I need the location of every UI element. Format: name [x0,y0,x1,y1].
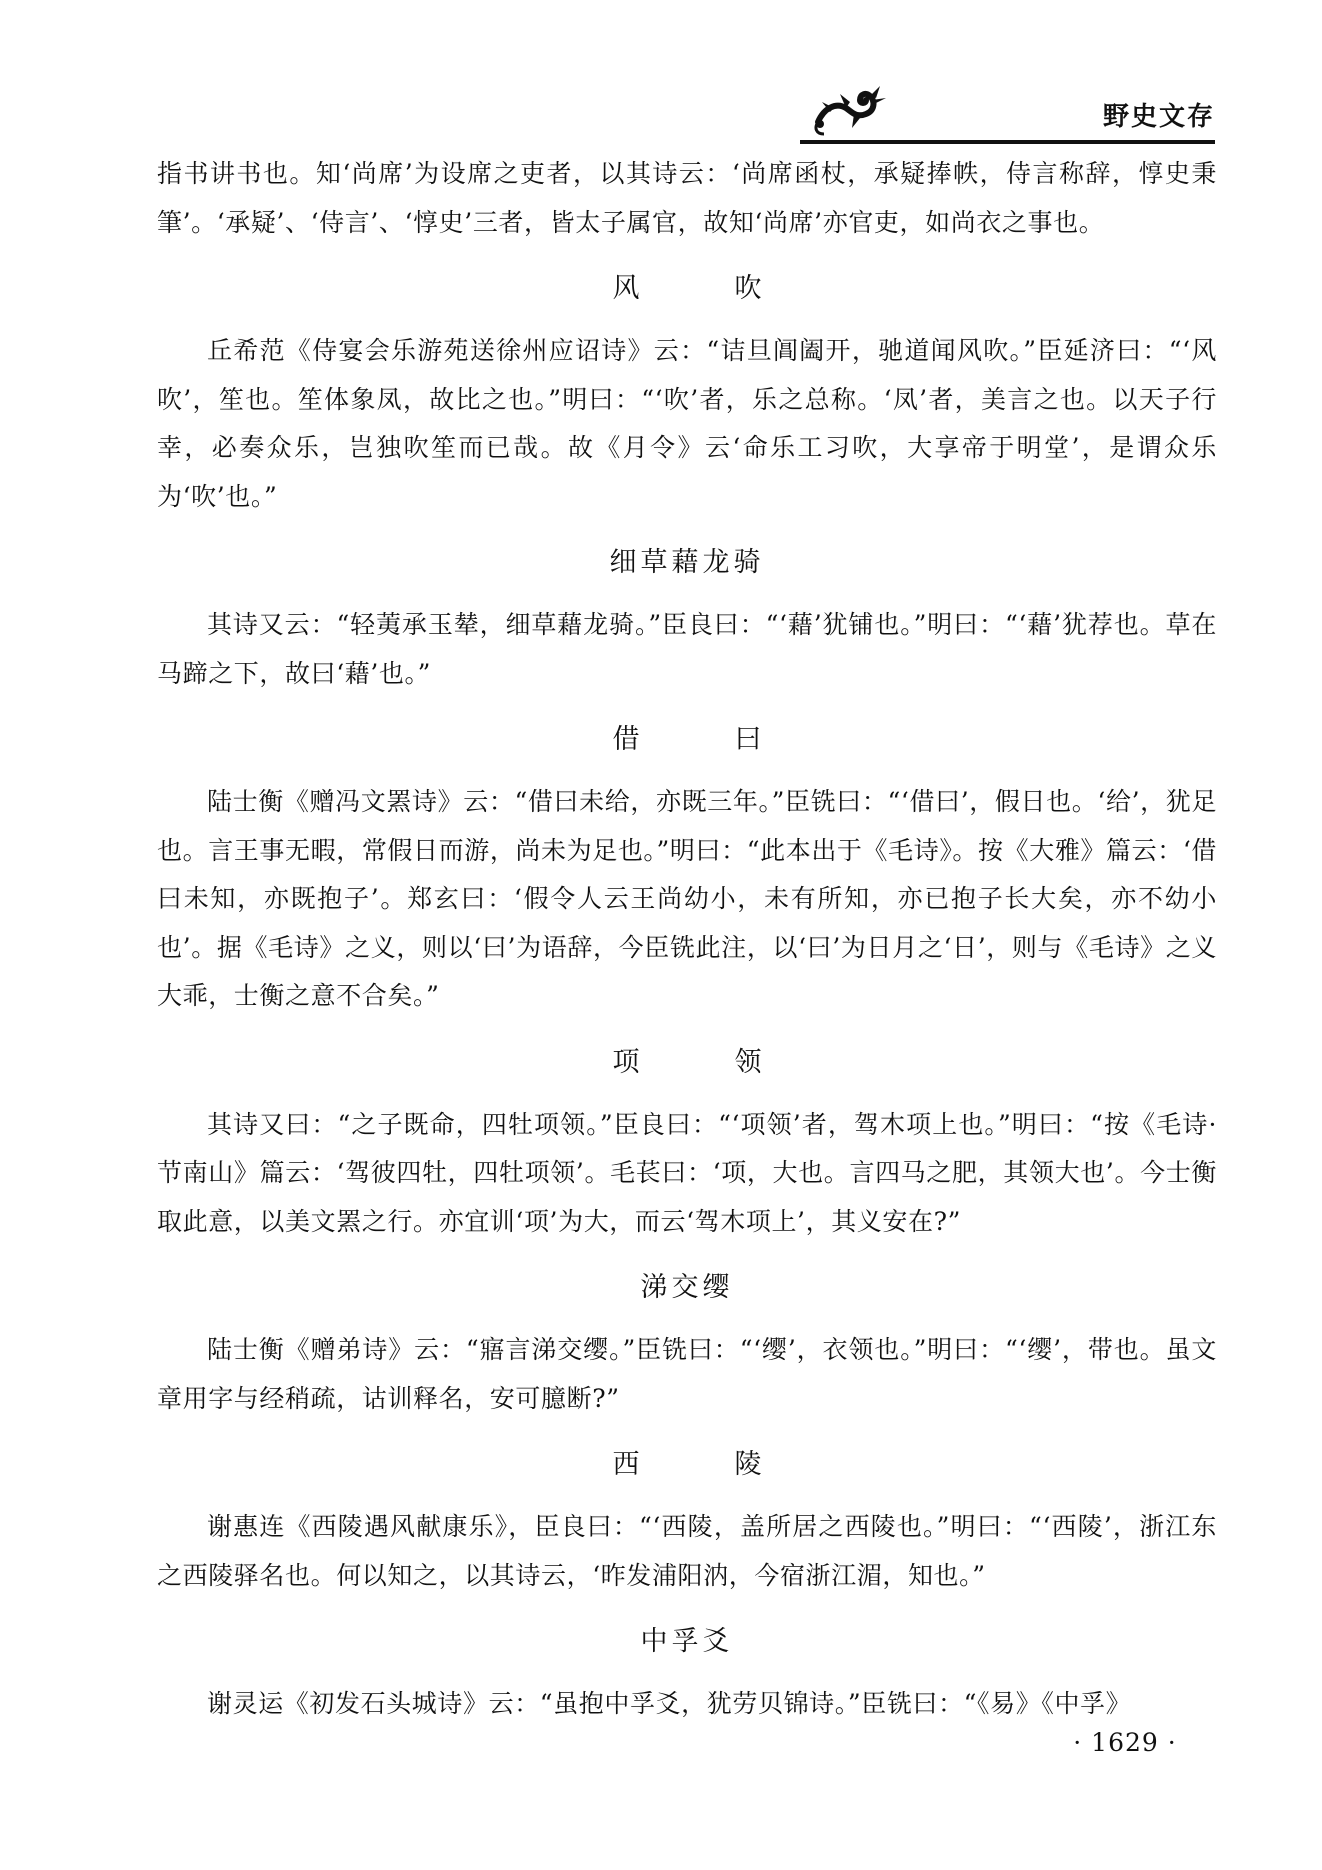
section-paragraph-ti-jiao-ying: 陆士衡《赠弟诗》云：“寤言涕交缨。”臣铣曰：“‘缨’，衣领也。”明曰：“‘缨’，带也。虽文章用字与经稍疏，诂训释名，安可臆断?” [157,1335,1217,1413]
section-paragraph-jie-yue: 陆士衡《赠冯文罴诗》云：“借曰未给，亦既三年。”臣铣曰：“‘借曰’，假日也。‘给’，犹足也。言王事无暇，常假日而游，尚未为足也。”明曰：“此本出于《毛诗》。按《大雅》篇云：‘借曰未知，亦既抱子’。郑玄曰：‘假令人云王尚幼小，未有所知，亦已抱子长大矣，亦不幼小也’。据《毛诗》之义，则以‘曰’为语辞，今臣铣此注，以‘曰’为日月之‘日’，则与《毛诗》之义大乖，士衡之意不合矣。” [157,787,1217,1010]
section-title-ti-jiao-ying: 涕交缨 [640,1272,734,1303]
section-paragraph-zhong-fu-yao: 谢灵运《初发石头城诗》云：“虽抱中孚爻，犹劳贝锦诗。”臣铣曰：“《易》《中孚》 [207,1689,1132,1718]
section-paragraph-xiang-ling: 其诗又曰：“之子既命，四牡项领。”臣良曰：“‘项领’者，驾木项上也。”明曰：“按《毛诗·节南山》篇云：‘驾彼四牡，四牡项领’。毛苌曰：‘项，大也。言四马之肥，其领大也’。今士衡取此意，以美文罴之行。亦宜训‘项’为大，而云‘驾木项上’，其义安在?” [157,1109,1217,1236]
section-title-xi-cao: 细草藉龙骑 [609,547,765,578]
intro-paragraph: 指书讲书也。知‘尚席’为设席之吏者，以其诗云：‘尚席函杖，承疑捧帙，侍言称辞，惇史秉筆’。‘承疑’、‘侍言’、‘惇史’三者，皆太子属官，故知‘尚席’亦官吏，如尚衣之事也。 [157,159,1217,237]
section-paragraph-xi-cao: 其诗又云：“轻荑承玉辇，细草藉龙骑。”臣良曰：“‘藉’犹铺也。”明曰：“‘藉’犹荐也。草在马蹄之下，故曰‘藉’也。” [157,610,1217,688]
section-title-xi-ling: 西 陵 [612,1449,796,1480]
section-title-jie-yue: 借 曰 [612,724,796,755]
main-text [157,150,1217,1729]
header-rule [800,140,1215,144]
dragon-icon [810,78,890,138]
section-paragraph-feng-chui: 丘希范《侍宴会乐游苑送徐州应诏诗》云：“诘旦阊阖开，驰道闻风吹。”臣延济曰：“‘风吹’，笙也。笙体象凤，故比之也。”明曰：“‘吹’者，乐之总称。‘凤’者，美言之也。以天子行幸，必奏众乐，岂独吹笙而已哉。故《月令》云‘命乐工习吹，大享帝于明堂’，是谓众乐为‘吹’也。” [157,336,1217,511]
page-number: · 1629 · [1073,1728,1177,1757]
section-title-feng-chui: 风 吹 [612,273,796,304]
section-title-zhong-fu-yao: 中孚爻 [640,1626,734,1657]
book-title: 野史文存 [1102,102,1215,132]
section-paragraph-xi-ling: 谢惠连《西陵遇风献康乐》，臣良曰：“‘西陵，盖所居之西陵也。”明曰：“‘西陵’，浙江东之西陵驿名也。何以知之，以其诗云，‘昨发浦阳汭，今宿浙江湄，知也。” [157,1512,1217,1590]
running-header [800,70,1215,150]
section-title-xiang-ling: 项 领 [612,1046,796,1078]
